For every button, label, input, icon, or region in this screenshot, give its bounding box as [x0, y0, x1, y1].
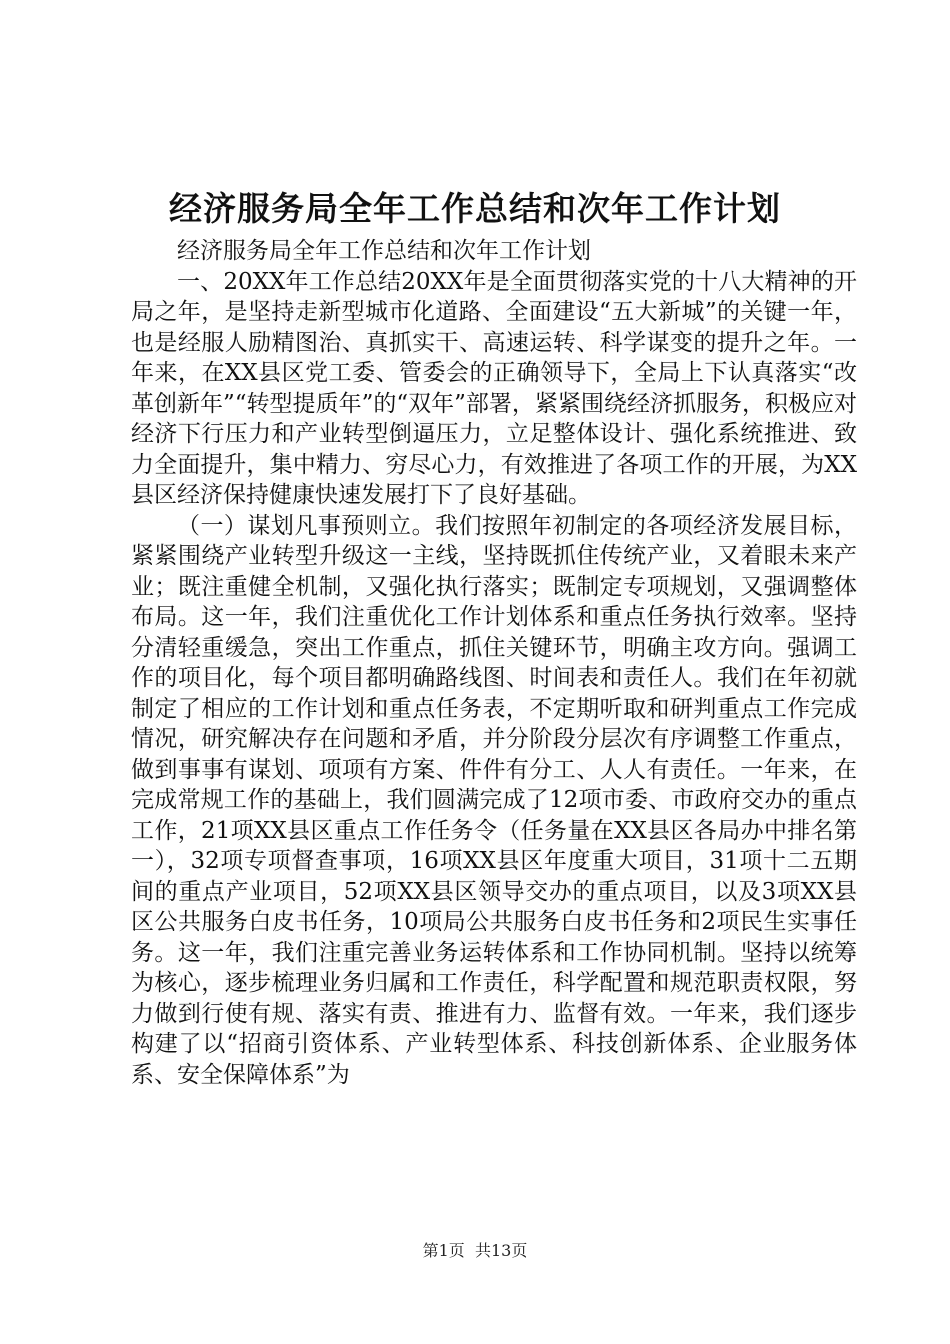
document-title: 经济服务局全年工作总结和次年工作计划	[169, 189, 781, 228]
page-footer	[0, 1240, 950, 1262]
paragraph-section-one: （一）谋划凡事预则立。我们按照年初制定的各项经济发展目标，紧紧围绕产业转型升级这一主线，坚持既抓住传统产业，又着眼未来产业；既注重健全机制，又强化执行落实；既制定专项规划，又强调整体布局。这一年，我们注重优化工作计划体系和重点任务执行效率。坚持分清轻重缓急，突出工作重点，抓住关键环节，明确主攻方向。强调工作的项目化，每个项目都明确路线图、时间表和责任人。我们在年初就制定了相应的工作计划和重点任务表，不定期听取和研判重点工作完成情况，研究解决存在问题和矛盾，并分阶段分层次有序调整工作重点，做到事事有谋划、项项有方案、件件有分工、人人有责任。一年来，在完成常规工作的基础上，我们圆满完成了12项市委、市政府交办的重点工作，21项XX县区重点工作任务令（任务量在XX县区各局办中排名第一），32项专项督查事项，16项XX县区年度重大项目，31项十二五期间的重点产业项目，52项XX县区领导交办的重点项目，以及3项XX县区公共服务白皮书任务，10项局公共服务白皮书任务和2项民生实事任务。这一年，我们注重完善业务运转体系和工作协同机制。坚持以统筹为核心，逐步梳理业务归属和工作责任，科学配置和规范职责权限，努力做到行使有规、落实有责、推进有力、监督有效。一年来，我们逐步构建了以“招商引资体系、产业转型体系、科技创新体系、企业服务体系、安全保障体系”为	[131, 512, 857, 1088]
footer-separator	[465, 1241, 475, 1260]
paragraph-subtitle: 经济服务局全年工作总结和次年工作计划	[177, 238, 591, 264]
document-body	[131, 236, 857, 1090]
page-number: 第1页	[422, 1241, 465, 1260]
paragraph-summary-intro: 一、20XX年工作总结20XX年是全面贯彻落实党的十八大精神的开局之年，是坚持走新型城市化道路、全面建设“五大新城”的关键一年，也是经服人励精图治、真抓实干、高速运转、科学谋变的提升之年。一年来，在XX县区党工委、管委会的正确领导下，全局上下认真落实“改革创新年”“转型提质年”的“双年”部署，紧紧围绕经济抓服务，积极应对经济下行压力和产业转型倒逼压力，立足整体设计、强化系统推进、致力全面提升，集中精力、穷尽心力，有效推进了各项工作的开展，为XX县区经济保持健康快速发展打下了良好基础。	[131, 268, 857, 508]
page-total: 共13页	[474, 1241, 528, 1260]
